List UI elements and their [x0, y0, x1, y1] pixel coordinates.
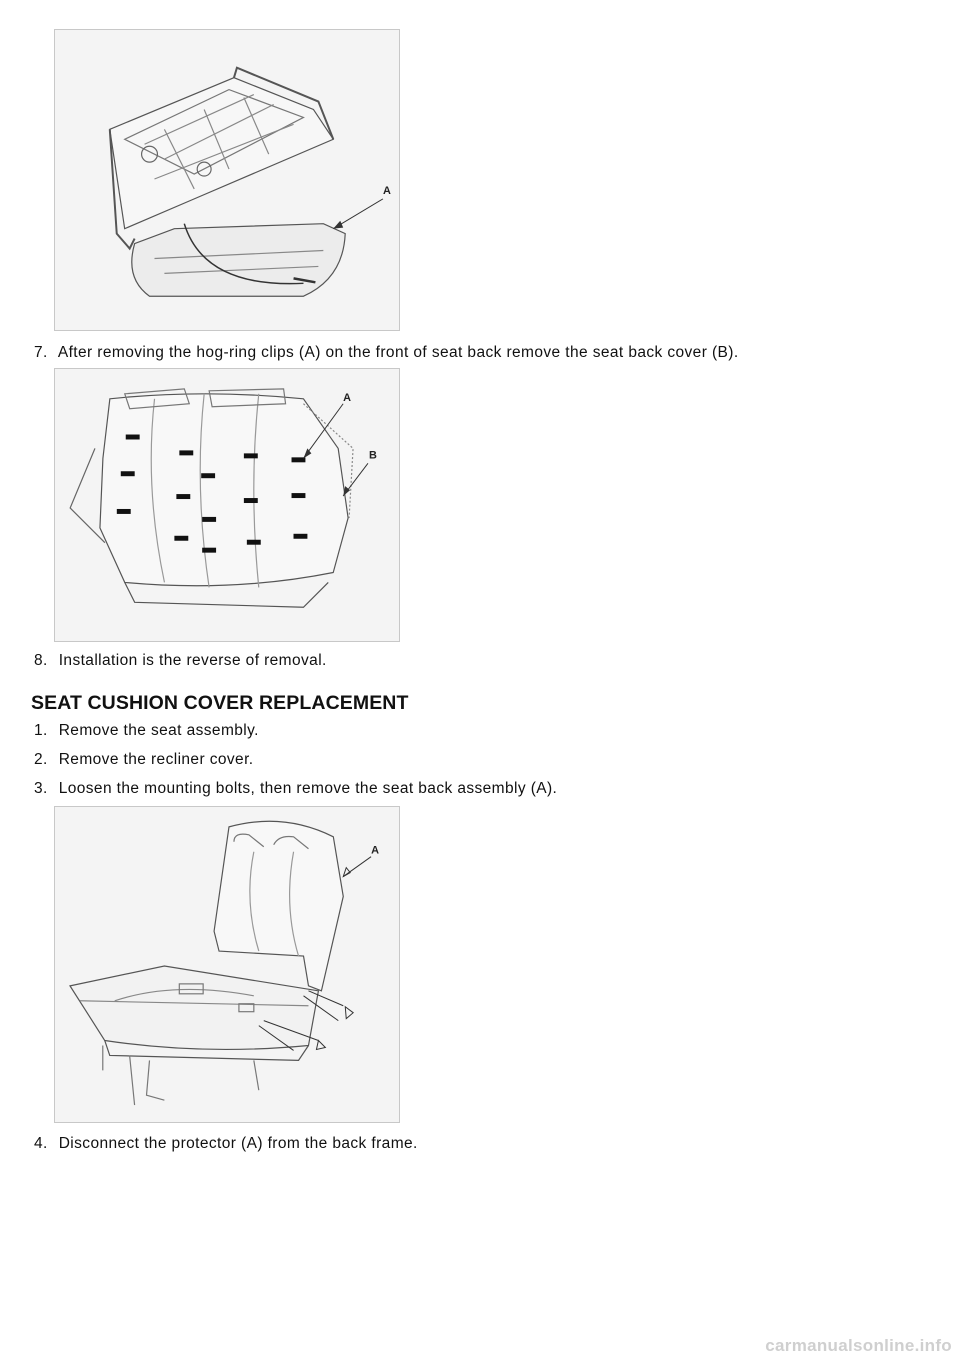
- site-watermark: carmanualsonline.info: [765, 1336, 952, 1355]
- step-number: 8.: [34, 652, 48, 669]
- figure-2-label-b: B: [368, 449, 377, 462]
- cushion-step-3: [34, 780, 557, 798]
- figure-seat-frame-cable: [54, 29, 400, 331]
- figure-1-label-a: A: [382, 184, 391, 197]
- cushion-step-2: [34, 751, 253, 769]
- seat-assembly-illustration: [55, 807, 399, 1122]
- step-number: 4.: [34, 1135, 48, 1152]
- figure-seat-back-cover-clips: [54, 368, 400, 642]
- seat-frame-illustration: [55, 30, 399, 330]
- step-text: Disconnect the protector (A) from the back frame.: [58, 1135, 418, 1152]
- step-text: Loosen the mounting bolts, then remove the seat back assembly (A).: [58, 780, 558, 797]
- seat-back-cover-illustration: [55, 369, 399, 641]
- cushion-step-4: [34, 1135, 418, 1153]
- step-8: [34, 652, 327, 670]
- figure-3-label-a: A: [371, 844, 379, 857]
- figure-seat-back-assembly: [54, 806, 400, 1123]
- step-text: Remove the recliner cover.: [58, 751, 254, 768]
- step-text: Remove the seat assembly.: [58, 722, 259, 739]
- cushion-step-1: [34, 722, 259, 740]
- section-heading: SEAT CUSHION COVER REPLACEMENT: [31, 692, 409, 714]
- step-text: Installation is the reverse of removal.: [58, 652, 327, 669]
- step-number: 2.: [34, 751, 48, 768]
- figure-2-label-a: A: [343, 391, 352, 404]
- step-number: 1.: [34, 722, 48, 739]
- step-text: After removing the hog-ring clips (A) on the front of seat back remove the seat back cover (B).: [57, 344, 739, 361]
- step-number: 3.: [34, 780, 48, 797]
- step-number: 7.: [34, 344, 48, 361]
- step-7: [34, 344, 739, 362]
